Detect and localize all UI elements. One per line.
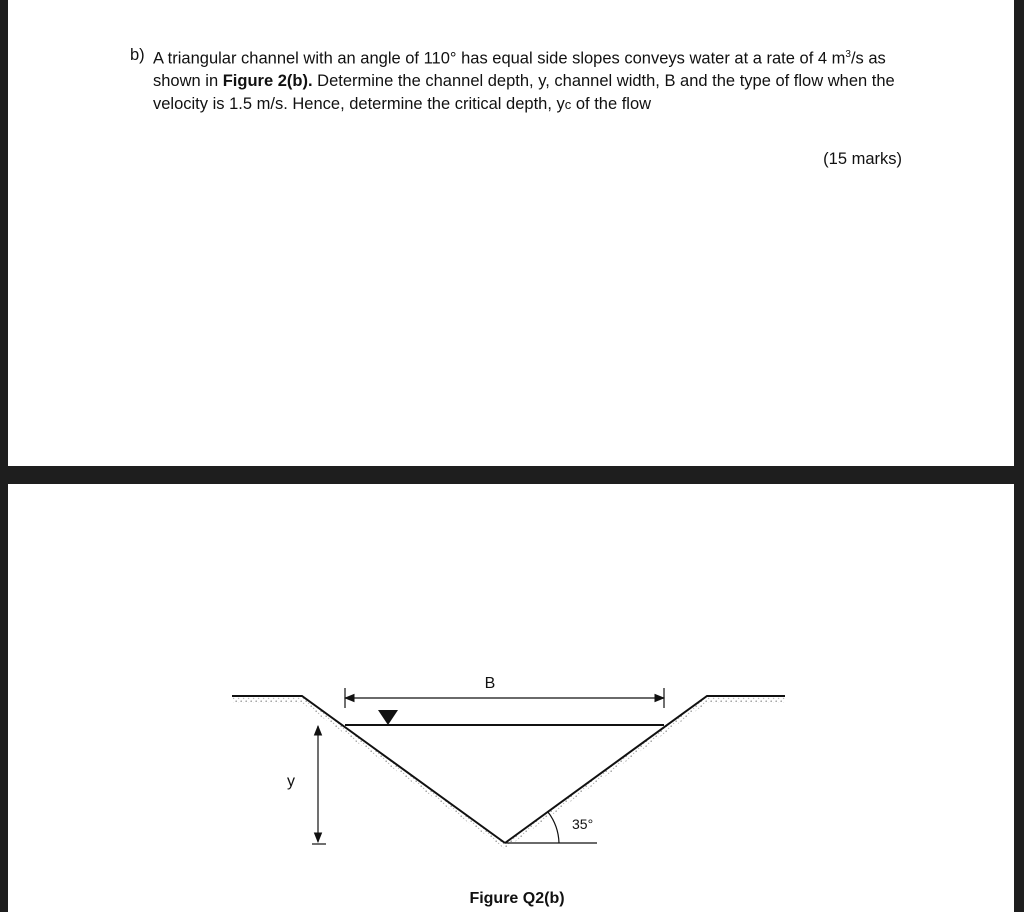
- question-text-4: of the flow: [571, 94, 652, 113]
- subscript-c: c: [564, 96, 572, 112]
- marks-label: (15 marks): [823, 150, 902, 168]
- figure-caption: Figure Q2(b): [469, 890, 565, 907]
- angle-label: 35°: [572, 816, 594, 832]
- depth-label: y: [287, 773, 295, 790]
- question-text-2: /s as shown in: [153, 49, 886, 90]
- question-text-1: A triangular channel with an angle of 110° has equal side slopes conveys water at a rate of 4 m: [153, 49, 846, 68]
- superscript-3: 3: [845, 49, 851, 60]
- channel-outline: [232, 696, 785, 843]
- water-level-icon: [378, 710, 398, 725]
- question-label: b): [130, 46, 145, 64]
- figure-reference: Figure 2(b).: [222, 72, 313, 90]
- ground-hatching: [232, 696, 785, 849]
- question-text-3: Determine the channel depth, y, channel width, B and the type of flow when the velocity is 1.5 m/s. Hence, determine the critical depth, y: [153, 72, 895, 113]
- width-label: B: [484, 675, 496, 692]
